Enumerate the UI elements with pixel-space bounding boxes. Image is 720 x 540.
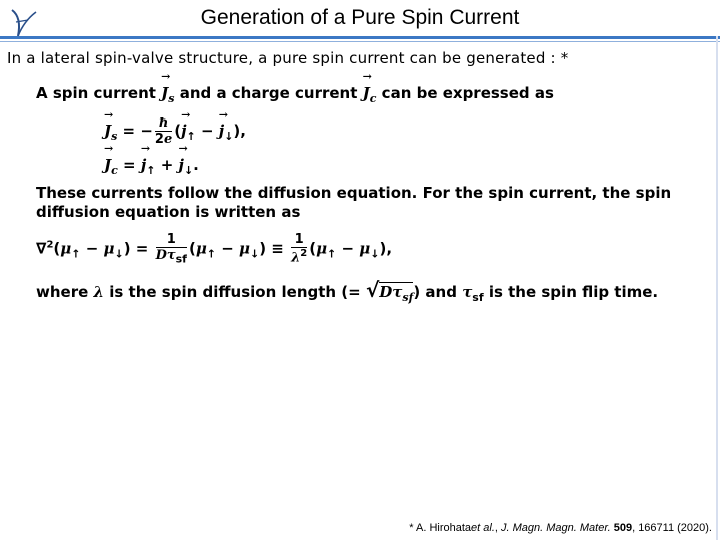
- page-title: Generation of a Pure Spin Current: [200, 6, 520, 29]
- header-rule: [0, 36, 720, 39]
- spin-charge-line: A spin current → $J_s$ and a charge current → $J_c$ can be expressed as: [36, 84, 554, 105]
- reference-footnote: * A. Hirohataet al., J. Magn. Magn. Mater. 509, 166711 (2020).: [409, 522, 712, 534]
- side-rule: [716, 36, 718, 540]
- charge-current-equation: → $J_c$ = → $j_↑$ + → $j_↓$.: [104, 156, 199, 177]
- diffusion-paragraph: These currents follow the diffusion equation. For the spin current, the spin: [36, 184, 672, 202]
- diffusion-equation: $\nabla^2(\mu_↑ - \mu_↓)$ = $\frac{1}{D\tau_{sf}}$ $(\mu_↑ - \mu_↓)$ ≡ $\frac{1}{\lambda^2}$ $(\mu_↑ - \mu_↓)$,: [36, 232, 393, 266]
- intro-text: In a lateral spin-valve structure, a pure spin current can be generated : *: [7, 49, 569, 67]
- spin-current-equation: → $J_s$ = − $\frac{ħ}{2e}$ (→ $j_↑$ − → $j_↓$),: [104, 116, 246, 147]
- diffusion-paragraph-2: diffusion equation is written as: [36, 203, 301, 221]
- header-rule-thin: [0, 41, 720, 42]
- where-line: where λ is the spin diffusion length (= $√D\tau_{sf}$) and $\tau_{sf}$ is the spin flip time.: [36, 278, 659, 304]
